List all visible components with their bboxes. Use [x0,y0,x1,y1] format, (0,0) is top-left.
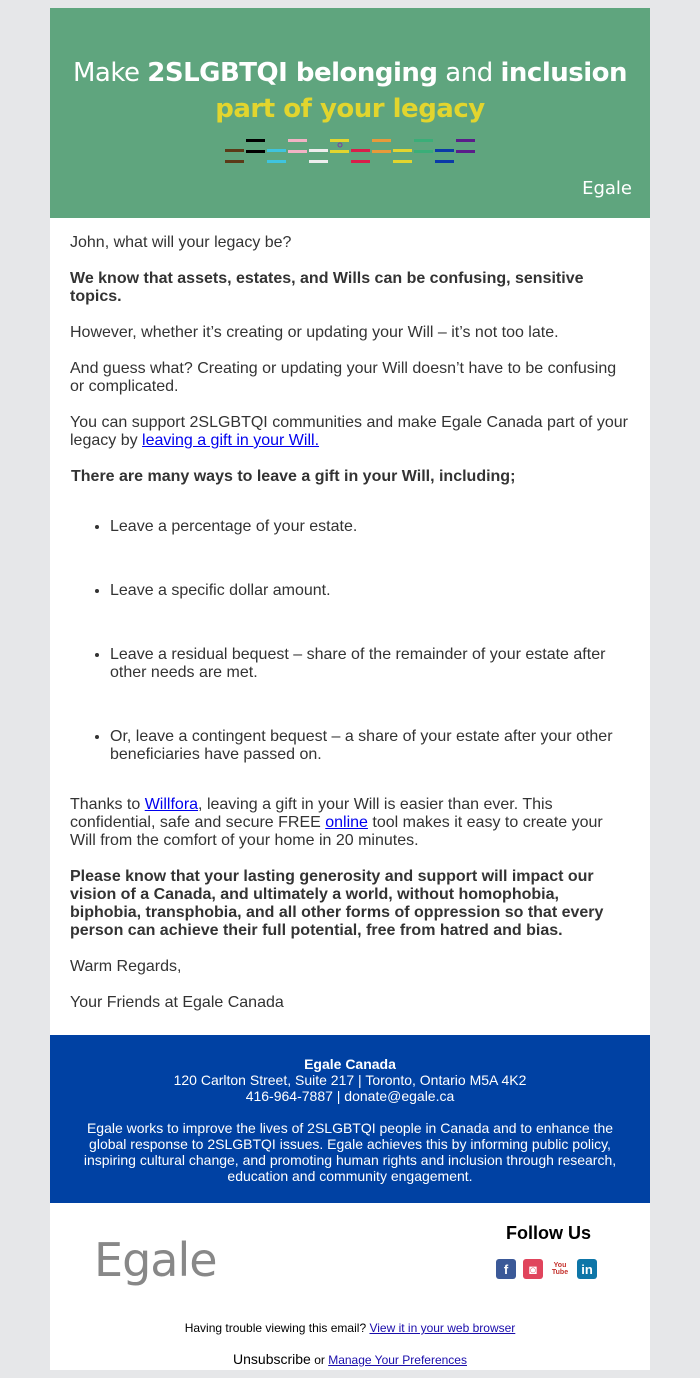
linkedin-icon[interactable]: in [577,1259,597,1279]
social-links [496,1259,597,1279]
email-body [50,218,650,1012]
paragraph-bold-intro: We know that assets, estates, and Wills can be confusing, sensitive topics. [70,270,584,305]
list-item: • Leave a specific dollar amount. [110,582,630,600]
footer-bottom [50,1203,650,1370]
paragraph: However, whether it’s creating or updating your Will – it’s not too late. [70,324,559,341]
footer-contact: 416-964-7887 | donate@egale.ca [245,1088,455,1104]
banner-egale-logo: Egale [582,178,632,199]
online-link[interactable]: online [325,814,368,831]
follow-us-heading: Follow Us [506,1223,591,1243]
paragraph: Thanks to Willfora, leaving a gift in your Will is easier than ever. This confidential, safe and secure FREE online tool makes it easy to create your Will from the comfort of your home in 20 minutes. [70,796,603,849]
view-in-browser-line: Having trouble viewing this email? View it in your web browser [184,1321,516,1335]
willfora-link[interactable]: Willfora [144,796,199,813]
footer-info [50,1035,650,1203]
unsubscribe-link[interactable]: Unsubscribe [233,1351,311,1367]
unsubscribe-line: Unsubscribe or Manage Your Preferences [233,1351,467,1367]
view-in-browser-link[interactable]: View it in your web browser [369,1321,516,1335]
list-item: • Leave a percentage of your estate. [110,518,630,536]
footer-address: 120 Carlton Street, Suite 217 | Toronto, Ontario M5A 4K2 [173,1072,527,1088]
banner-headline: Make 2SLGBTQI belonging and inclusion [72,58,627,88]
gift-options-list [70,518,630,764]
greeting: John, what will your legacy be? [70,234,292,251]
paragraph-bold: Please know that your lasting generosity and support will impact our vision of a Canada, and ultimately a world, without homophobia, biphobia, transphobia, and all other forms of oppression so that every person can achieve their full potential, free from hatred and bias. [70,868,604,939]
signature: Your Friends at Egale Canada [70,994,284,1011]
youtube-icon[interactable]: You Tube [550,1259,570,1279]
list-item: • Or, leave a contingent bequest – a share of your estate after your other beneficiaries have passed on. [110,728,630,764]
paragraph: You can support 2SLGBTQI communities and make Egale Canada part of your legacy by leaving a gift in your Will. [70,414,628,449]
pride-flag-stripes-icon [50,8,650,218]
egale-logo: Egale [94,1233,217,1287]
facebook-icon[interactable]: f [496,1259,516,1279]
leaving-gift-link[interactable]: leaving a gift in your Will. [142,432,320,449]
instagram-icon[interactable]: ◙ [523,1259,543,1279]
hero-banner [50,8,650,218]
closing: Warm Regards, [70,958,182,975]
manage-preferences-link[interactable]: Manage Your Preferences [328,1353,467,1367]
email-container [50,8,650,1370]
footer-org: Egale Canada [304,1056,396,1072]
footer-about: Egale works to improve the lives of 2SLGBTQI people in Canada and to enhance the global response to 2SLGBTQI issues. Egale achieves this by informing public policy, inspiring cultural change, and promoting human rights and inclusion through research, education and community engagement. [83,1120,617,1184]
list-intro: There are many ways to leave a gift in your Will, including; [71,468,516,485]
paragraph: And guess what? Creating or updating your Will doesn’t have to be confusing or complicated. [70,360,617,395]
list-item: • Leave a residual bequest – share of the remainder of your estate after other needs are met. [110,646,630,682]
banner-subheadline: part of your legacy [215,94,485,124]
